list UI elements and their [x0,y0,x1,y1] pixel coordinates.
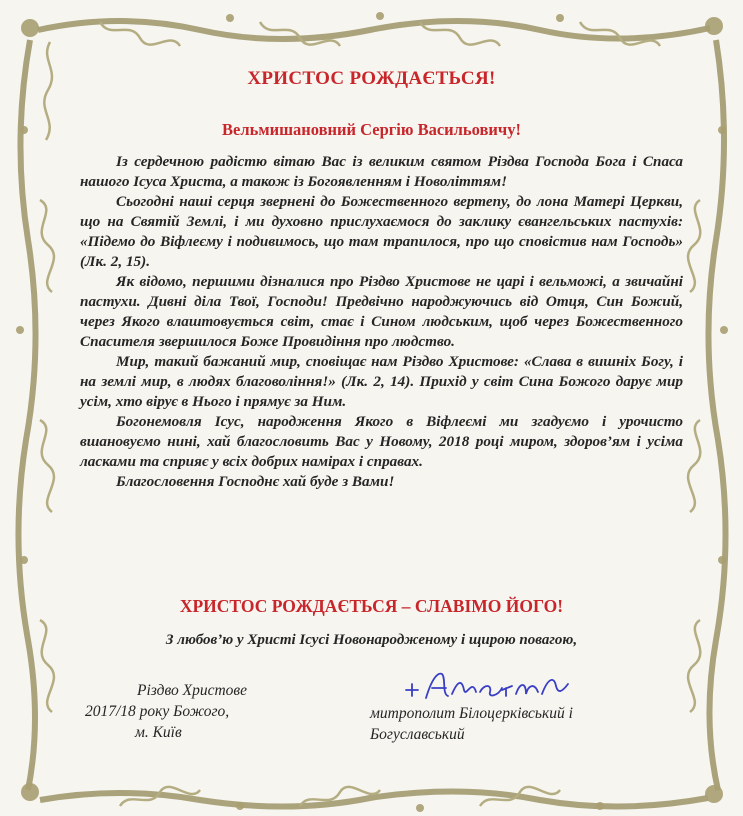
handwritten-signature [402,668,572,704]
signatory-block [370,703,630,745]
place-date-line: м. Київ [135,724,182,741]
body-paragraph: Із сердечною радістю вітаю Вас із великим святом Різдва Господа Бога і Спаса нашого Ісуса Христа, а також із Богоявленням і Новоліттям! [80,153,683,190]
signatory-line: Богуславський [370,726,465,743]
place-date-block [85,680,285,743]
place-date-line: 2017/18 року Божого, [85,703,230,720]
place-date-line: Різдво Христове [137,682,248,699]
body-paragraph: Мир, такий бажаний мир, сповіщає нам Різдво Христове: «Слава в вишніх Богу, і на землі мир, в людях благовоління!» (Лк. 2, 14). Прихід у світ Сина Божого дарує мир усім, хто вірує в Нього і прямує за Ним. [80,353,683,410]
body-paragraph: Богонемовля Ісус, народження Якого в Віфлеємі ми згадуємо і урочисто вшановуємо нині, хай благословить Вас у Новому, 2018 році миром, здоров’ям і усіма ласками та сприяє у всіх добрих намірах і справах. [80,413,683,470]
closing-title: ХРИСТОС РОЖДАЄТЬСЯ – СЛАВІМО ЙОГО! [179,596,564,616]
body-paragraph: Благословення Господнє хай буде з Вами! [116,473,395,490]
letter-greeting: Вельмишановний Сергію Васильовичу! [222,120,521,139]
body-paragraph: Сьогодні наші серця звернені до Божественного вертепу, до лона Матері Церкви, що на Святій Землі, і ми духовно прислухаємося до заклику євангельських пастухів: «Підемо до Віфлеєму і подивимось, що там трапилося, про що сповістив нам Господь» (Лк. 2, 15). [80,193,683,270]
letter-body [80,152,683,492]
body-paragraph: Як відомо, першими дізналися про Різдво Христове не царі і вельможі, а звичайні пастухи. Дивні діла Твої, Господи! Предвічно народжуючись від Отця, Син Божий, через Якого влаштовується світ, стає і Сином людським, щоб через Божественного Спасителя звершилося Боже Провидіння про людство. [80,273,683,350]
letter-title: ХРИСТОС РОЖДАЄТЬСЯ! [247,68,496,89]
closing-line: З любов’ю у Христі Ісусі Новонародженому і щирою повагою, [165,632,578,648]
signatory-line: митрополит Білоцерківський і [370,705,573,722]
